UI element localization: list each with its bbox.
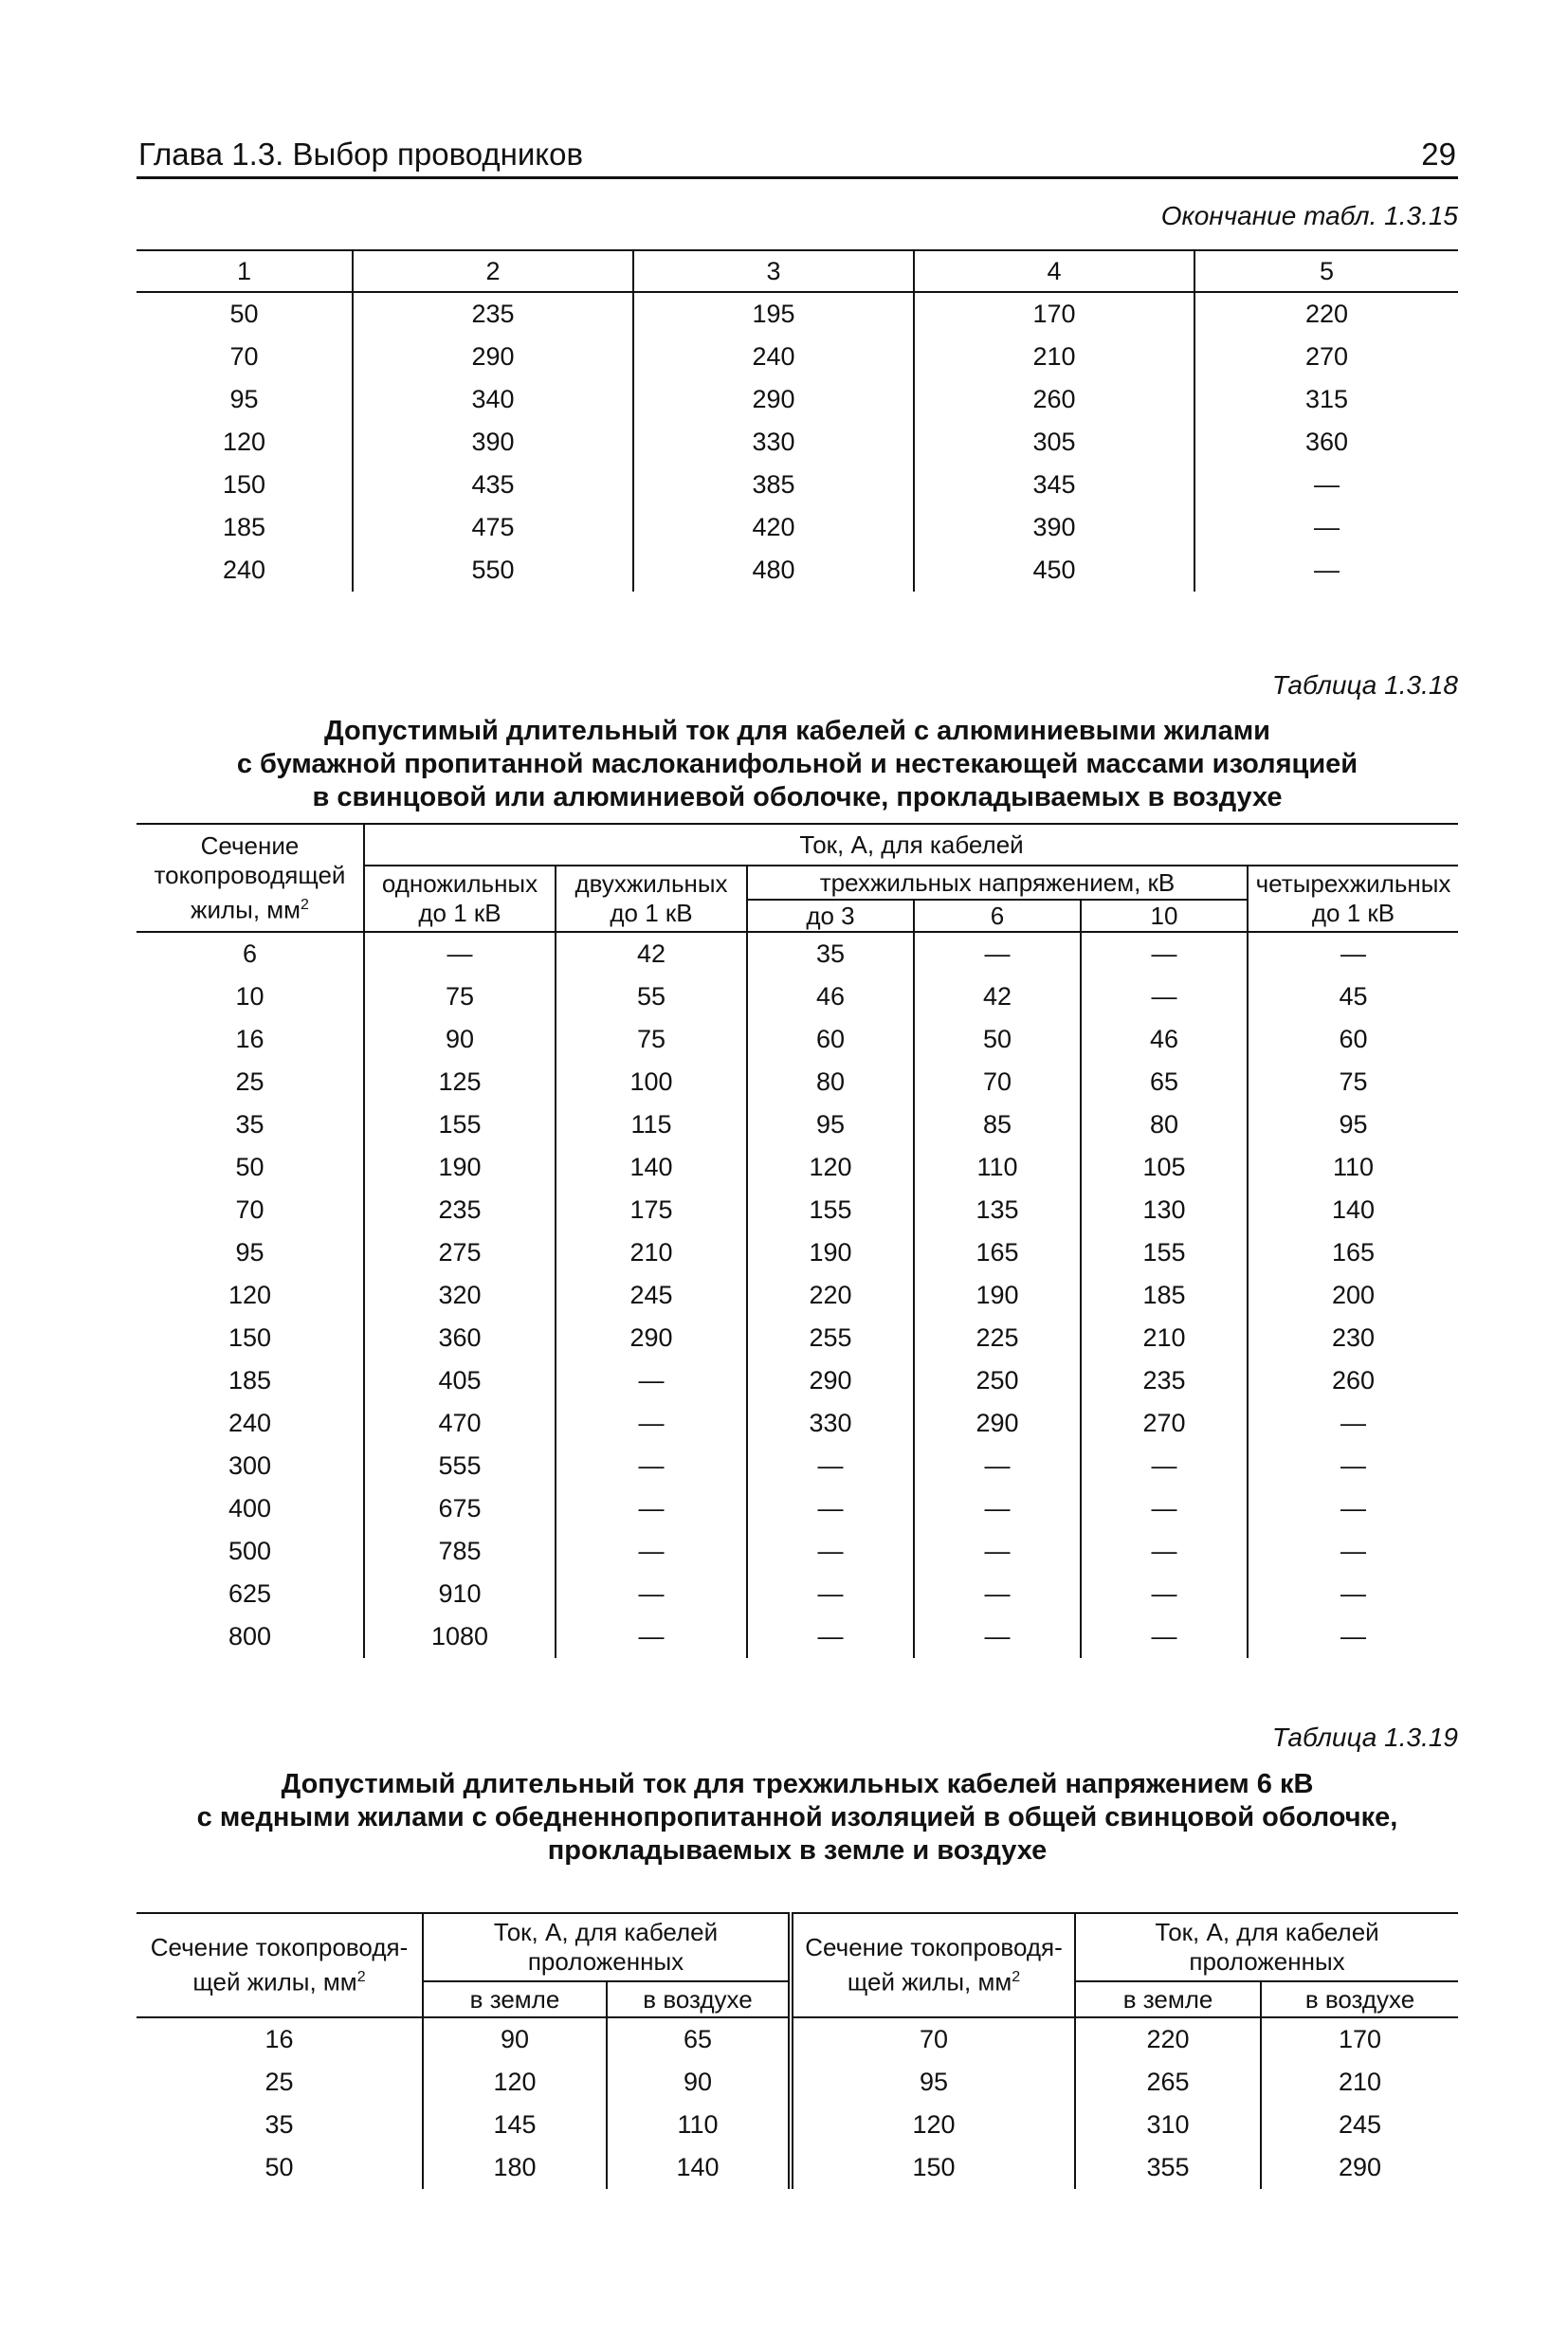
table-cell: 310 xyxy=(1075,2104,1261,2146)
table-header-row xyxy=(137,1913,1458,1981)
table-1-3-18 xyxy=(137,823,1458,1658)
table-cell: 360 xyxy=(364,1317,556,1359)
table2-title xyxy=(137,715,1458,814)
current-header-left: Ток, А, для кабелей проложенных xyxy=(423,1913,791,1981)
table-row xyxy=(137,1231,1458,1274)
table3-title xyxy=(137,1768,1458,1868)
table-cell: — xyxy=(1248,1445,1458,1487)
table-cell: 110 xyxy=(607,2104,791,2146)
table-cell: 235 xyxy=(364,1189,556,1231)
table-cell: 625 xyxy=(228,1579,272,1608)
table-cell: 175 xyxy=(556,1189,747,1231)
table-cell: 290 xyxy=(1261,2146,1458,2189)
table-cell: 300 xyxy=(228,1451,272,1480)
table-cell: 75 xyxy=(364,975,556,1018)
title-line: прокладываемых в земле и воздухе xyxy=(547,1835,1048,1866)
table-cell: — xyxy=(914,1573,1081,1615)
table-cell: — xyxy=(747,1487,914,1530)
table-cell: 155 xyxy=(1081,1231,1248,1274)
table-cell: — xyxy=(1081,1445,1248,1487)
table-cell: 290 xyxy=(556,1317,747,1359)
table-cell: 135 xyxy=(914,1189,1081,1231)
table-row xyxy=(137,1317,1458,1359)
table-row xyxy=(137,1018,1458,1061)
table-cell: 290 xyxy=(353,336,633,378)
table-cell: 305 xyxy=(914,421,1194,464)
table-cell: 50 xyxy=(914,1018,1081,1061)
table-cell: 315 xyxy=(1194,378,1458,421)
table-cell: 245 xyxy=(1261,2104,1458,2146)
table-cell: 555 xyxy=(364,1445,556,1487)
table-cell: — xyxy=(364,932,556,975)
current-header-right: Ток, А, для кабелей проложенных xyxy=(1075,1913,1458,1981)
table-cell: 150 xyxy=(228,1323,272,1352)
table-row xyxy=(137,336,1458,378)
column-header: 3 xyxy=(633,250,914,292)
table-row xyxy=(137,2017,1458,2061)
table-cell: 50 xyxy=(229,300,259,328)
table-cell: 120 xyxy=(222,428,266,456)
table-cell: — xyxy=(747,1615,914,1658)
table1-body xyxy=(137,292,1458,592)
table-cell: — xyxy=(1081,1573,1248,1615)
table-row xyxy=(137,2061,1458,2104)
table-cell: 80 xyxy=(1081,1103,1248,1146)
table-cell: — xyxy=(1081,1487,1248,1530)
table-1-3-19 xyxy=(137,1912,1458,2189)
table-cell: 255 xyxy=(747,1317,914,1359)
table-cell: 155 xyxy=(747,1189,914,1231)
table-cell: 150 xyxy=(222,470,266,499)
table-cell: 60 xyxy=(747,1018,914,1061)
table-cell: — xyxy=(1248,1615,1458,1658)
table-cell: 235 xyxy=(353,292,633,336)
table-cell: 70 xyxy=(914,1061,1081,1103)
table-cell: — xyxy=(1081,1615,1248,1658)
table-cell: 120 xyxy=(423,2061,607,2104)
table-cell: — xyxy=(914,1530,1081,1573)
title-line: с бумажной пропитанной маслоканифольной и нестекающей массами изоляцией xyxy=(236,749,1358,779)
table-cell: 95 xyxy=(229,385,259,413)
table-cell: 50 xyxy=(264,2153,294,2181)
table-cell: 35 xyxy=(235,1110,264,1139)
table-row xyxy=(137,1274,1458,1317)
table-cell: 35 xyxy=(747,932,914,975)
table-row xyxy=(137,1445,1458,1487)
title-line: в свинцовой или алюминиевой оболочке, прокладываемых в воздухе xyxy=(312,782,1283,812)
table-cell: 70 xyxy=(235,1195,264,1224)
table-cell: 195 xyxy=(633,292,914,336)
table-cell: — xyxy=(747,1445,914,1487)
table-cell: 140 xyxy=(1248,1189,1458,1231)
table-row xyxy=(137,549,1458,592)
table-cell: 185 xyxy=(1081,1274,1248,1317)
table-cell: 190 xyxy=(747,1231,914,1274)
table-cell: 210 xyxy=(1261,2061,1458,2104)
column-header: 5 xyxy=(1194,250,1458,292)
title-line: Допустимый длительный ток для кабелей с алюминиевыми жилами xyxy=(324,716,1270,746)
table3-caption: Таблица 1.3.19 xyxy=(1271,1723,1458,1752)
table-cell: 265 xyxy=(1075,2061,1261,2104)
column-header: 4 xyxy=(914,250,1194,292)
table-cell: 110 xyxy=(1248,1146,1458,1189)
table-cell: — xyxy=(747,1530,914,1573)
table-cell: — xyxy=(556,1445,747,1487)
table-cell: 95 xyxy=(1248,1103,1458,1146)
table-row xyxy=(137,1103,1458,1146)
table-cell: — xyxy=(914,1445,1081,1487)
table-cell: 330 xyxy=(747,1402,914,1445)
table-cell: 390 xyxy=(914,506,1194,549)
table-cell: — xyxy=(556,1615,747,1658)
table-cell: — xyxy=(1081,975,1248,1018)
table-cell: 95 xyxy=(235,1238,264,1267)
table-cell: 120 xyxy=(228,1281,272,1309)
voltage-header: 10 xyxy=(1081,900,1248,932)
column-header: 2 xyxy=(353,250,633,292)
table-cell: 405 xyxy=(364,1359,556,1402)
table-cell: 400 xyxy=(228,1494,272,1522)
table-cell: 390 xyxy=(353,421,633,464)
table-row xyxy=(137,1615,1458,1658)
table2-caption: Таблица 1.3.18 xyxy=(1271,670,1458,700)
table-row xyxy=(137,975,1458,1018)
table-row xyxy=(137,1530,1458,1573)
table-cell: 125 xyxy=(364,1061,556,1103)
table-row xyxy=(137,1359,1458,1402)
table-cell: — xyxy=(914,1615,1081,1658)
table-1-3-15-continuation xyxy=(137,249,1458,592)
table-cell: 90 xyxy=(607,2061,791,2104)
table-cell: 470 xyxy=(364,1402,556,1445)
table-cell: 65 xyxy=(607,2017,791,2061)
table-cell: 270 xyxy=(1081,1402,1248,1445)
voltage-header: до 3 xyxy=(747,900,914,932)
table-cell: 155 xyxy=(364,1103,556,1146)
table-row xyxy=(137,2104,1458,2146)
table-row xyxy=(137,2146,1458,2189)
table-row xyxy=(137,292,1458,336)
table-cell: 55 xyxy=(556,975,747,1018)
table-row xyxy=(137,506,1458,549)
table-cell: 6 xyxy=(242,939,258,968)
table-cell: 290 xyxy=(633,378,914,421)
two-core-header: двухжильных до 1 кВ xyxy=(556,866,747,932)
table-cell: 80 xyxy=(747,1061,914,1103)
table-cell: 50 xyxy=(235,1153,264,1181)
single-core-header: одножильных до 1 кВ xyxy=(364,866,556,932)
table-cell: 345 xyxy=(914,464,1194,506)
table-cell: 120 xyxy=(791,2104,1075,2146)
table-cell: 35 xyxy=(264,2110,294,2139)
table-cell: — xyxy=(556,1359,747,1402)
table-row xyxy=(137,1146,1458,1189)
table-cell: — xyxy=(1248,1487,1458,1530)
page-number: 29 xyxy=(1421,137,1456,172)
table-cell: 210 xyxy=(1081,1317,1248,1359)
table-cell: 270 xyxy=(1194,336,1458,378)
three-core-header: трехжильных напряжением, кВ xyxy=(747,866,1248,900)
table-cell: 85 xyxy=(914,1103,1081,1146)
table-cell: 420 xyxy=(633,506,914,549)
table-cell: 65 xyxy=(1081,1061,1248,1103)
table-cell: 240 xyxy=(633,336,914,378)
in-air-header: в воздухе xyxy=(1261,1981,1458,2017)
table-cell: 910 xyxy=(364,1573,556,1615)
table-cell: 165 xyxy=(914,1231,1081,1274)
table-cell: — xyxy=(1248,1402,1458,1445)
table-cell: 140 xyxy=(556,1146,747,1189)
in-air-header: в воздухе xyxy=(607,1981,791,2017)
table-cell: — xyxy=(556,1573,747,1615)
table-cell: — xyxy=(1248,1573,1458,1615)
table-row xyxy=(137,1487,1458,1530)
table-cell: 360 xyxy=(1194,421,1458,464)
table-header-row xyxy=(137,250,1458,292)
table-cell: 210 xyxy=(914,336,1194,378)
table-header-row xyxy=(137,824,1458,866)
table-cell: 480 xyxy=(633,549,914,592)
table3-body xyxy=(137,2017,1458,2189)
table-cell: 240 xyxy=(228,1409,272,1437)
four-core-header: четырехжильных до 1 кВ xyxy=(1248,866,1458,932)
table-cell: 385 xyxy=(633,464,914,506)
table-cell: 70 xyxy=(229,342,259,371)
table-cell: 100 xyxy=(556,1061,747,1103)
table-cell: 500 xyxy=(228,1537,272,1565)
table-cell: — xyxy=(1194,464,1458,506)
column-header: 1 xyxy=(137,250,353,292)
table2-body xyxy=(137,932,1458,1658)
table-cell: 42 xyxy=(914,975,1081,1018)
table-cell: 435 xyxy=(353,464,633,506)
table-cell: 275 xyxy=(364,1231,556,1274)
section-header-right: Сечение токопроводя- щей жилы, $мм^2$ xyxy=(791,1913,1075,2017)
table-cell: 550 xyxy=(353,549,633,592)
table-cell: 140 xyxy=(607,2146,791,2189)
table-cell: 200 xyxy=(1248,1274,1458,1317)
chapter-title: Глава 1.3. Выбор проводников xyxy=(138,137,583,172)
table-cell: 16 xyxy=(264,2025,294,2053)
table-row xyxy=(137,1061,1458,1103)
table-cell: 220 xyxy=(747,1274,914,1317)
table-cell: 60 xyxy=(1248,1018,1458,1061)
table-cell: 475 xyxy=(353,506,633,549)
voltage-header: 6 xyxy=(914,900,1081,932)
table-cell: 330 xyxy=(633,421,914,464)
table-cell: 290 xyxy=(914,1402,1081,1445)
title-line: Допустимый длительный ток для трехжильных кабелей напряжением 6 кВ xyxy=(281,1769,1314,1799)
table-cell: 240 xyxy=(222,556,266,584)
table-cell: 675 xyxy=(364,1487,556,1530)
in-ground-header: в земле xyxy=(423,1981,607,2017)
table-cell: 225 xyxy=(914,1317,1081,1359)
table-cell: — xyxy=(914,1487,1081,1530)
table-cell: 90 xyxy=(423,2017,607,2061)
table-cell: 110 xyxy=(914,1146,1081,1189)
table-cell: 220 xyxy=(1194,292,1458,336)
page-header xyxy=(137,121,1458,179)
table-cell: 25 xyxy=(235,1067,264,1096)
table-cell: 95 xyxy=(791,2061,1075,2104)
table-cell: 260 xyxy=(1248,1359,1458,1402)
table-cell: — xyxy=(914,932,1081,975)
table-cell: 130 xyxy=(1081,1189,1248,1231)
table-cell: 70 xyxy=(791,2017,1075,2061)
table-cell: 105 xyxy=(1081,1146,1248,1189)
table-cell: 165 xyxy=(1248,1231,1458,1274)
table-row xyxy=(137,464,1458,506)
table-cell: — xyxy=(556,1487,747,1530)
table-cell: 75 xyxy=(1248,1061,1458,1103)
table-cell: 785 xyxy=(364,1530,556,1573)
title-line: с медными жилами с обедненнопропитанной изоляцией в общей свинцовой оболочке, xyxy=(196,1802,1398,1832)
table-cell: — xyxy=(1248,1530,1458,1573)
table1-caption: Окончание табл. 1.3.15 xyxy=(1160,201,1458,230)
table-cell: 10 xyxy=(235,982,264,1011)
table-cell: 115 xyxy=(556,1103,747,1146)
table-cell: — xyxy=(556,1530,747,1573)
table-cell: 90 xyxy=(364,1018,556,1061)
table-row xyxy=(137,378,1458,421)
table-cell: 260 xyxy=(914,378,1194,421)
table-cell: — xyxy=(1081,932,1248,975)
table-cell: 185 xyxy=(228,1366,272,1395)
table-cell: 120 xyxy=(747,1146,914,1189)
table-cell: 190 xyxy=(914,1274,1081,1317)
table-row xyxy=(137,1402,1458,1445)
table-cell: — xyxy=(1248,932,1458,975)
table-cell: 320 xyxy=(364,1274,556,1317)
table-row xyxy=(137,932,1458,975)
table-cell: — xyxy=(1081,1530,1248,1573)
table-cell: — xyxy=(747,1573,914,1615)
table-cell: 150 xyxy=(791,2146,1075,2189)
table-cell: 16 xyxy=(235,1025,264,1053)
table-cell: — xyxy=(1194,549,1458,592)
table-cell: 1080 xyxy=(364,1615,556,1658)
table-cell: 450 xyxy=(914,549,1194,592)
table-cell: 355 xyxy=(1075,2146,1261,2189)
current-group-header: Ток, А, для кабелей xyxy=(364,824,1458,866)
table-cell: 250 xyxy=(914,1359,1081,1402)
table-cell: 210 xyxy=(556,1231,747,1274)
table-cell: 230 xyxy=(1248,1317,1458,1359)
table-cell: 25 xyxy=(264,2068,294,2096)
table-cell: 290 xyxy=(747,1359,914,1402)
table-cell: 190 xyxy=(364,1146,556,1189)
table-cell: 46 xyxy=(747,975,914,1018)
table-cell: 42 xyxy=(556,932,747,975)
table-cell: 340 xyxy=(353,378,633,421)
in-ground-header: в земле xyxy=(1075,1981,1261,2017)
table-cell: 245 xyxy=(556,1274,747,1317)
table-cell: 170 xyxy=(914,292,1194,336)
table-cell: 180 xyxy=(423,2146,607,2189)
table-row xyxy=(137,1573,1458,1615)
table-cell: — xyxy=(1194,506,1458,549)
section-header: Сечение токопроводящей жилы, $мм^2$ xyxy=(137,824,364,932)
table-row xyxy=(137,421,1458,464)
table-cell: 220 xyxy=(1075,2017,1261,2061)
table-cell: 45 xyxy=(1248,975,1458,1018)
table-cell: 95 xyxy=(747,1103,914,1146)
table-cell: 75 xyxy=(556,1018,747,1061)
table-cell: 170 xyxy=(1261,2017,1458,2061)
table-cell: 145 xyxy=(423,2104,607,2146)
table-cell: 235 xyxy=(1081,1359,1248,1402)
table-cell: — xyxy=(556,1402,747,1445)
table-cell: 46 xyxy=(1081,1018,1248,1061)
table-cell: 185 xyxy=(222,513,266,541)
table-cell: 800 xyxy=(228,1622,272,1650)
table-row xyxy=(137,1189,1458,1231)
section-header-left: Сечение токопроводя- щей жилы, $мм^2$ xyxy=(137,1913,423,2017)
